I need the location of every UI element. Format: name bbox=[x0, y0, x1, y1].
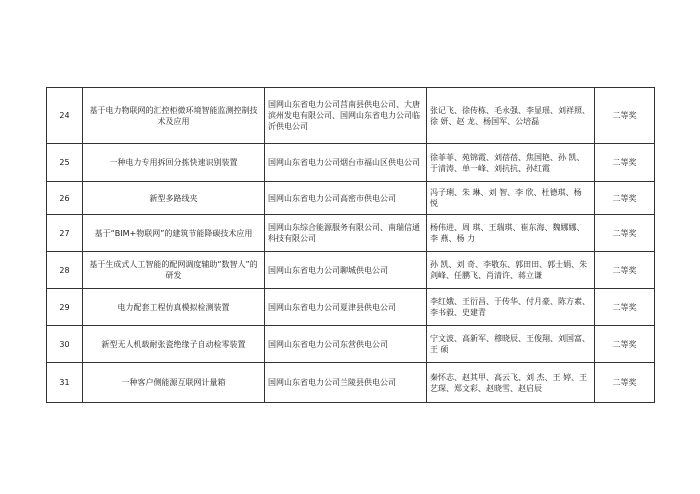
completing-unit: 国网山东省电力公司兰陵县供电公司 bbox=[265, 363, 427, 403]
award-grade: 二等奖 bbox=[595, 289, 655, 326]
table-row bbox=[47, 289, 655, 326]
participants: 秦怀志、赵其甲、高云飞、刘 杰、王 婷、王艺琛、郑文彩、赵晓雪、赵启辰 bbox=[427, 363, 595, 403]
project-title: 新型无人机载耐张瓷绝缘子自动检零装置 bbox=[83, 326, 265, 363]
table-row bbox=[47, 326, 655, 363]
table-row bbox=[47, 182, 655, 215]
completing-unit: 国网山东省电力公司烟台市福山区供电公司 bbox=[265, 144, 427, 182]
project-title: 电力配套工程仿真模拟检测装置 bbox=[83, 289, 265, 326]
row-number: 28 bbox=[47, 252, 83, 289]
participants: 孙 凯、刘 奇、李敬东、郭田田、郭士娟、朱剑峰、任鹏飞、肖清许、蒋立谦 bbox=[427, 252, 595, 289]
completing-unit: 国网山东省电力公司莒南县供电公司、大唐滨州发电有限公司、国网山东省电力公司临沂供电公司 bbox=[265, 88, 427, 144]
award-grade: 二等奖 bbox=[595, 215, 655, 252]
award-grade: 二等奖 bbox=[595, 144, 655, 182]
award-grade: 二等奖 bbox=[595, 252, 655, 289]
completing-unit: 国网山东省电力公司东营供电公司 bbox=[265, 326, 427, 363]
participants: 李红娥、王衍昌、于传华、付月豪、陈方素、李书毅、史建青 bbox=[427, 289, 595, 326]
award-grade: 二等奖 bbox=[595, 182, 655, 215]
award-grade: 二等奖 bbox=[595, 88, 655, 144]
row-number: 31 bbox=[47, 363, 83, 403]
completing-unit: 国网山东省电力公司夏津县供电公司 bbox=[265, 289, 427, 326]
participants: 冯子琍、朱 琳、刘 智、李 欣、杜德琪、杨 悦 bbox=[427, 182, 595, 215]
award-grade: 二等奖 bbox=[595, 363, 655, 403]
completing-unit: 国网山东综合能源服务有限公司、南瑞信通科技有限公司 bbox=[265, 215, 427, 252]
project-title: 基于“BIM+物联网”的建筑节能降碳技术应用 bbox=[83, 215, 265, 252]
completing-unit: 国网山东省电力公司高密市供电公司 bbox=[265, 182, 427, 215]
project-title: 基于生成式人工智能的配网调度辅助“数智人”的研发 bbox=[83, 252, 265, 289]
table-row bbox=[47, 363, 655, 403]
row-number: 27 bbox=[47, 215, 83, 252]
awards-table bbox=[46, 87, 655, 403]
table-row bbox=[47, 88, 655, 144]
table-row bbox=[47, 144, 655, 182]
table-row bbox=[47, 252, 655, 289]
row-number: 29 bbox=[47, 289, 83, 326]
participants: 徐菲菲、苑锦霞、刘蓓蓓、焦国艳、孙 凯、于清涛、单一峰、刘抗抗、孙红霞 bbox=[427, 144, 595, 182]
row-number: 25 bbox=[47, 144, 83, 182]
project-title: 一种客户侧能源互联网计量箱 bbox=[83, 363, 265, 403]
row-number: 30 bbox=[47, 326, 83, 363]
project-title: 基于电力物联网的汇控柜微环境智能监测控制技术及应用 bbox=[83, 88, 265, 144]
participants: 杨伟进、周 琪、王瑞琪、崔东海、魏娜娜、李 燕、杨 力 bbox=[427, 215, 595, 252]
participants: 张记飞、徐传栋、毛永强、李显瑶、刘祥照、徐 妍、赵 龙、杨国军、公培磊 bbox=[427, 88, 595, 144]
participants: 宁文波、高新军、穆晓辰、王俊翔、刘国富、王 硕 bbox=[427, 326, 595, 363]
project-title: 新型多路线夹 bbox=[83, 182, 265, 215]
row-number: 24 bbox=[47, 88, 83, 144]
project-title: 一种电力专用拆回分拣快速识别装置 bbox=[83, 144, 265, 182]
table-row bbox=[47, 215, 655, 252]
row-number: 26 bbox=[47, 182, 83, 215]
award-grade: 二等奖 bbox=[595, 326, 655, 363]
completing-unit: 国网山东省电力公司聊城供电公司 bbox=[265, 252, 427, 289]
